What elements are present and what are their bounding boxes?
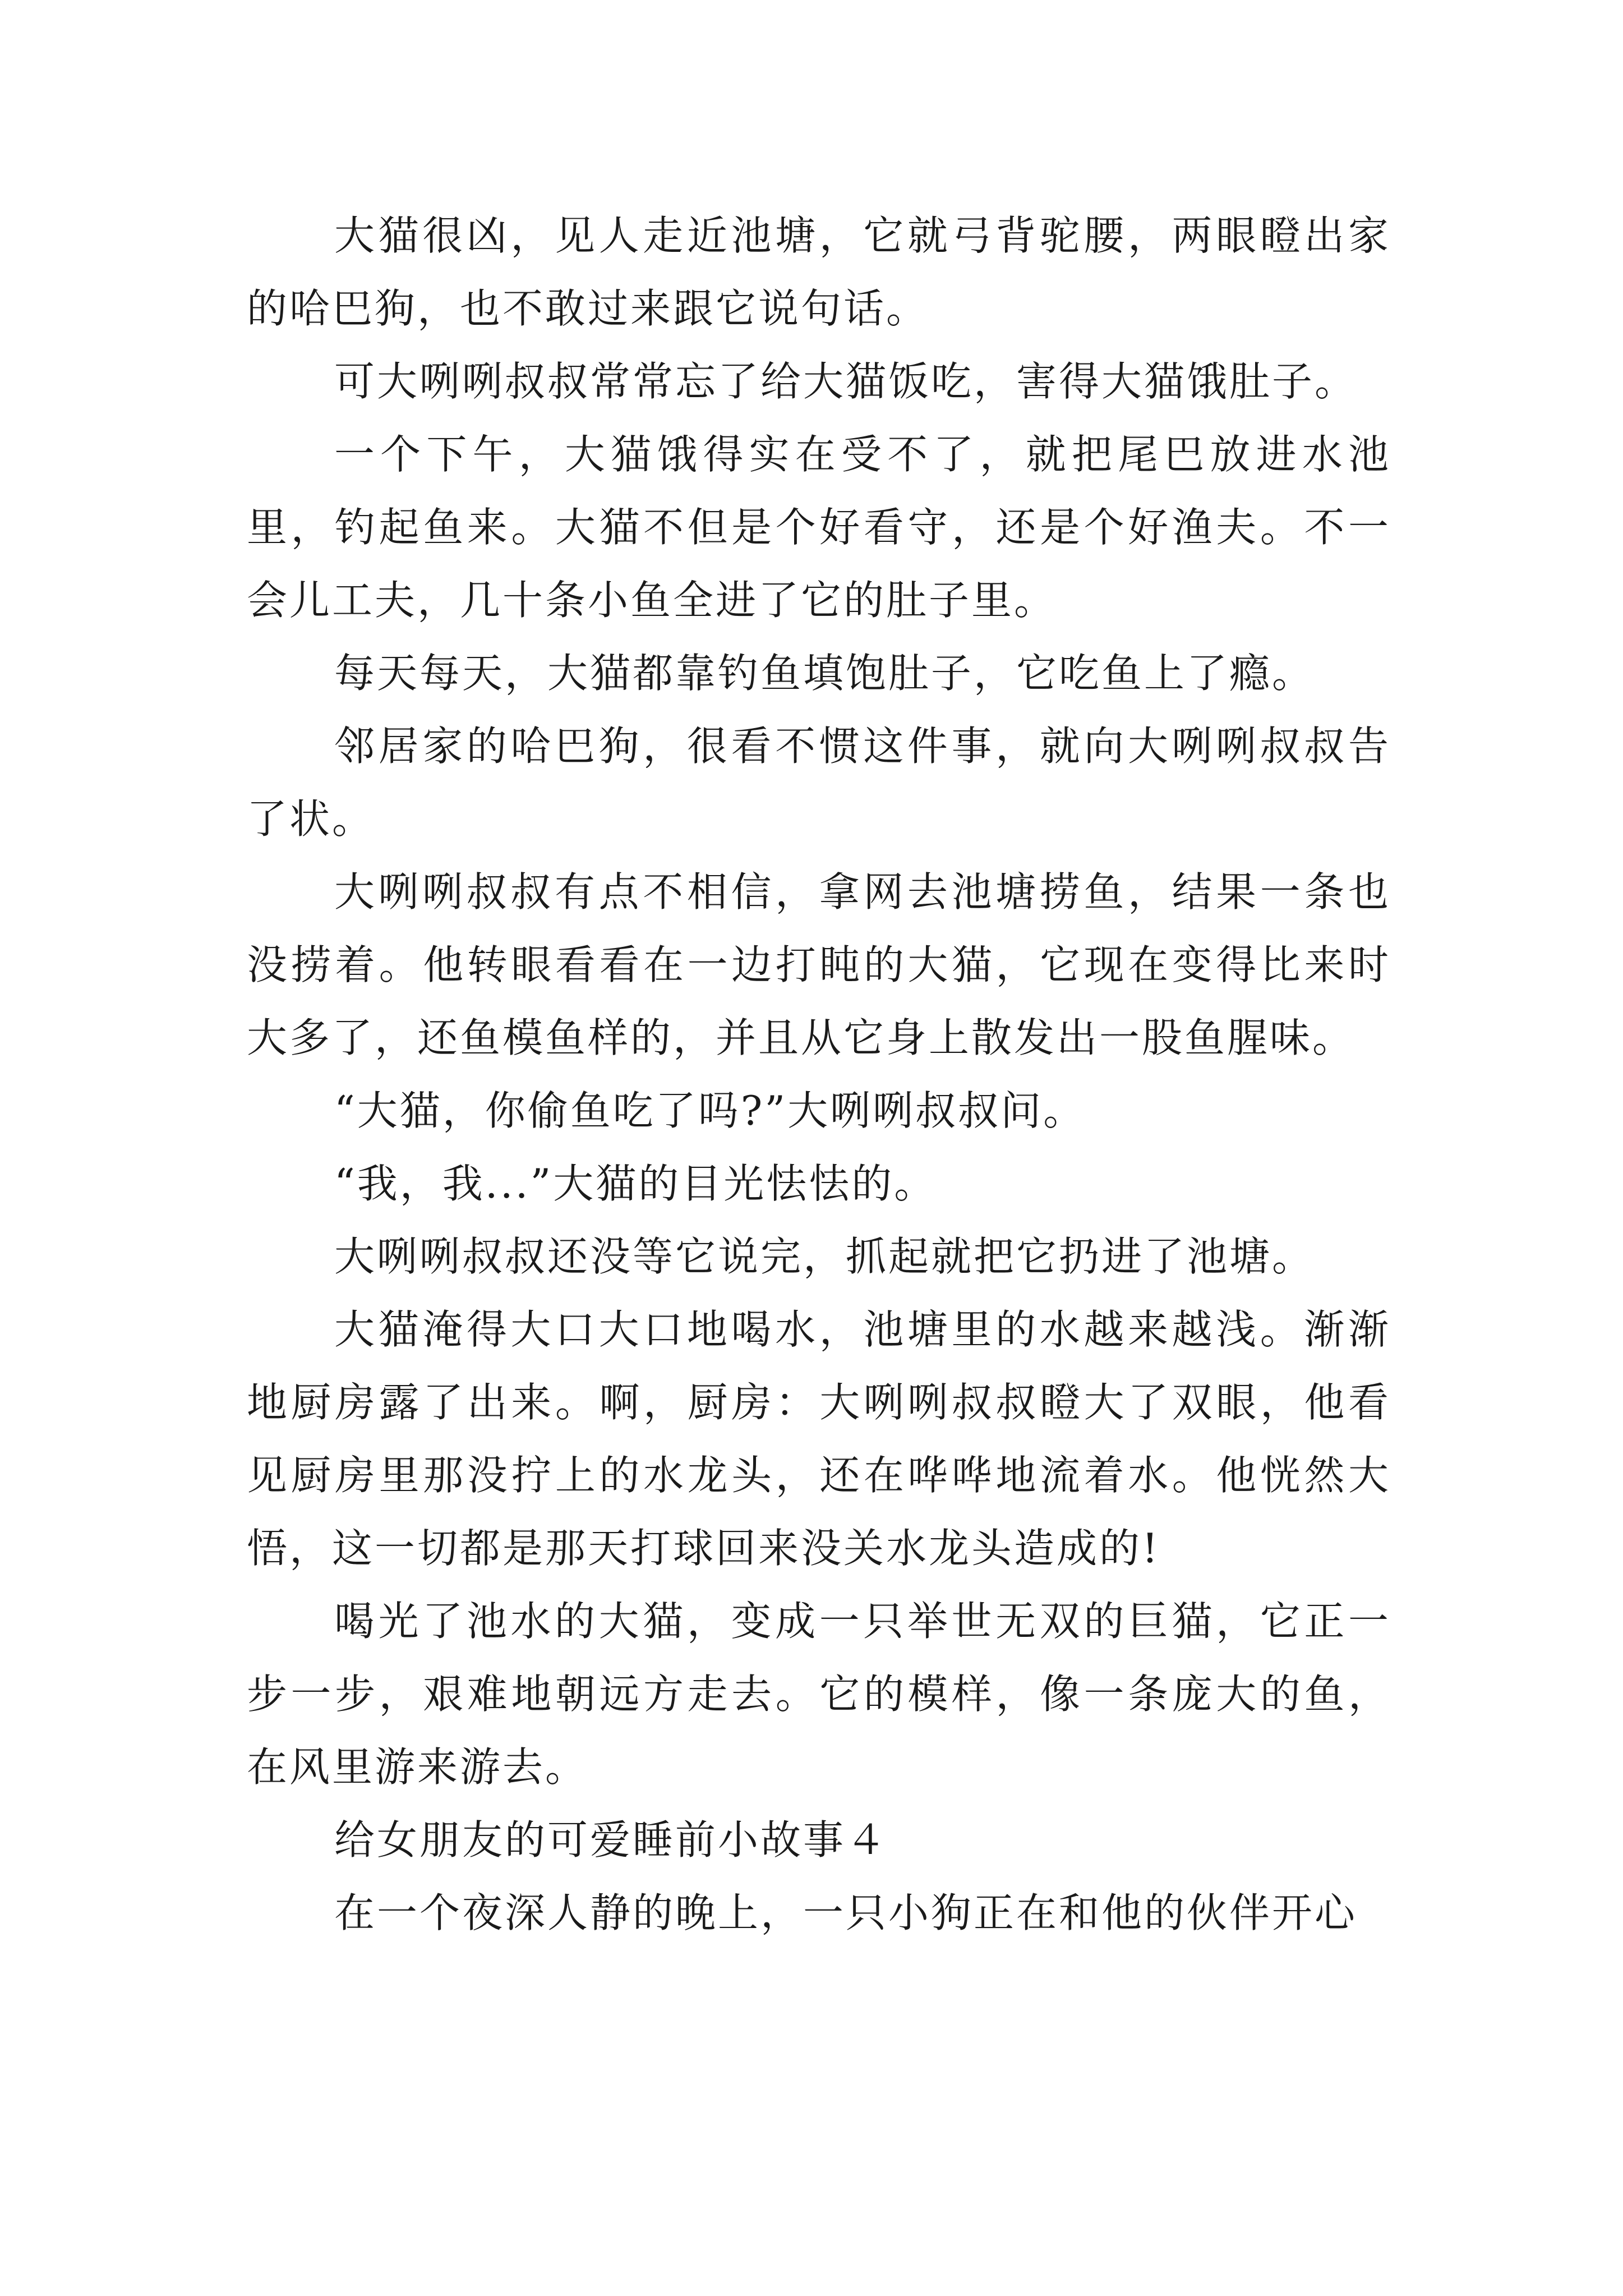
paragraph: 大咧咧叔叔有点不相信，拿网去池塘捞鱼，结果一条也没捞着。他转眼看看在一边打盹的大猫，它现在变得比来时大多了，还鱼模鱼样的，并且从它身上散发出一股鱼腥味。 [247, 868, 1391, 1061]
paragraph: 每天每天，大猫都靠钓鱼填饱肚子，它吃鱼上了瘾。 [334, 650, 1315, 697]
paragraph: 大咧咧叔叔还没等它说完，抓起就把它扔进了池塘。 [334, 1233, 1315, 1280]
paragraph: 一个下午，大猫饿得实在受不了，就把尾巴放进水池里，钓起鱼来。大猫不但是个好看守，还是个好渔夫。不一会儿工夫，几十条小鱼全进了它的肚子里。 [247, 431, 1391, 624]
paragraph: 可大咧咧叔叔常常忘了给大猫饭吃，害得大猫饿肚子。 [334, 358, 1358, 405]
section-heading: 给女朋友的可爱睡前小故事４ [334, 1816, 889, 1864]
paragraph: 大猫很凶，见人走近池塘，它就弓背驼腰，两眼瞪出家的哈巴狗，也不敢过来跟它说句话。 [247, 212, 1391, 332]
paragraph: 喝光了池水的大猫，变成一只举世无双的巨猫，它正一步一步，艰难地朝远方走去。它的模样，像一条庞大的鱼，在风里游来游去。 [247, 1598, 1391, 1791]
paragraph: 大猫淹得大口大口地喝水，池塘里的水越来越浅。渐渐地厨房露了出来。啊，厨房：大咧咧叔叔瞪大了双眼，他看见厨房里那没拧上的水龙头，还在哗哗地流着水。他恍然大悟，这一切都是那天打球回来没关水龙头造成的! [247, 1306, 1391, 1572]
paragraph: 在一个夜深人静的晚上，一只小狗正在和他的伙伴开心 [334, 1889, 1358, 1936]
paragraph: “我，我...”大猫的目光怯怯的。 [334, 1160, 937, 1207]
paragraph: 邻居家的哈巴狗，很看不惯这件事，就向大咧咧叔叔告了状。 [247, 723, 1391, 843]
paragraph: “大猫，你偷鱼吃了吗?”大咧咧叔叔问。 [334, 1087, 1086, 1134]
story-text [247, 199, 1391, 1949]
